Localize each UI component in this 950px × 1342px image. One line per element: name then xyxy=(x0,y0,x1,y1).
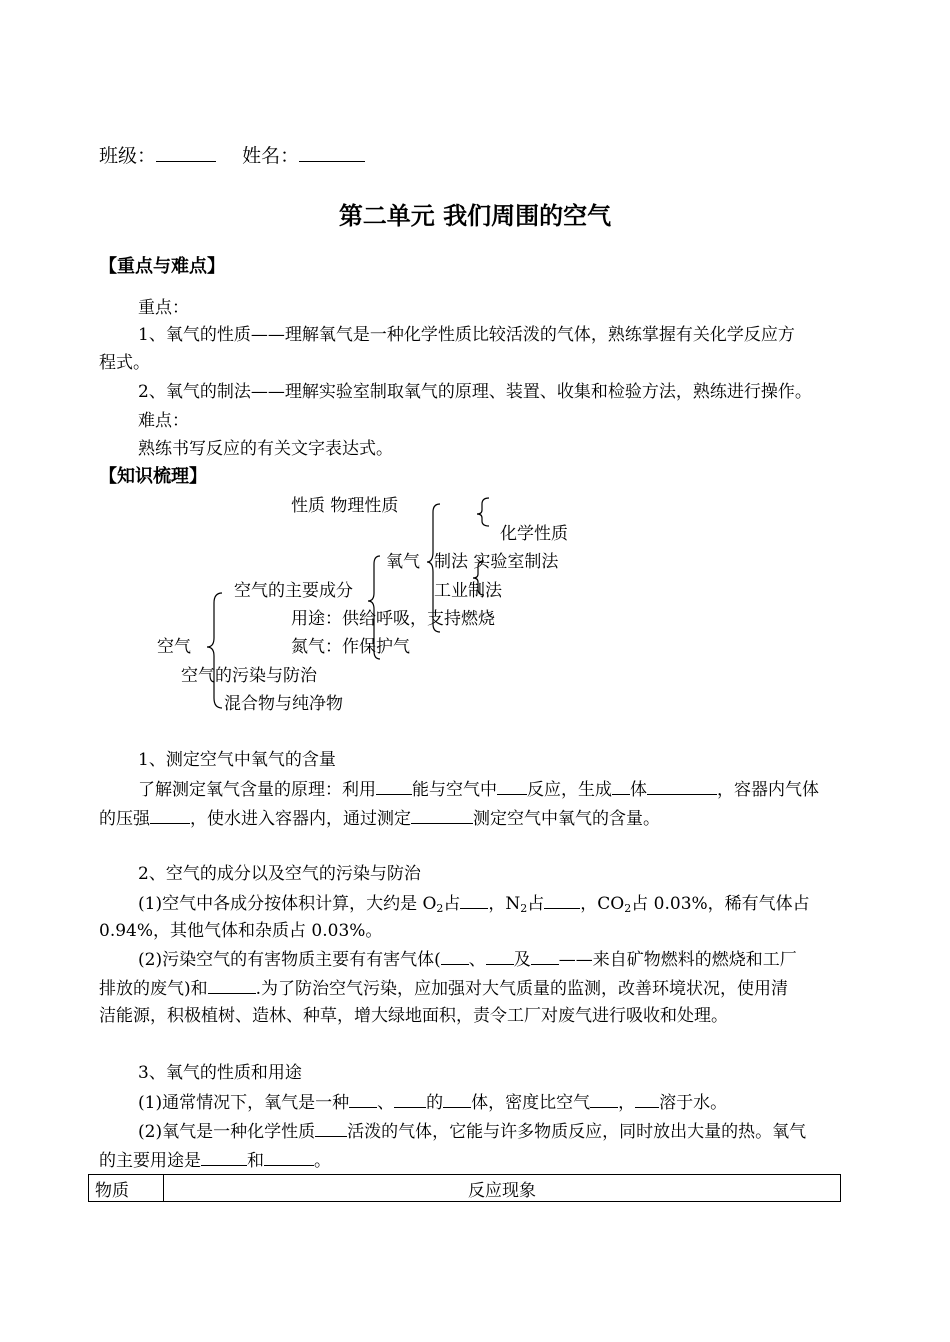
s1-blank-2[interactable] xyxy=(497,779,527,795)
tree-nitrogen: 氮气：作保护气 xyxy=(291,637,410,657)
s1-text-1: 了解测定氧气含量的原理：利用 xyxy=(138,780,376,800)
table-header-substance: 物质 xyxy=(89,1175,164,1202)
s1-blank-1[interactable] xyxy=(376,779,412,795)
s3-heading: 3、氧气的性质和用途 xyxy=(138,1063,302,1083)
s2-blank-gas-3[interactable] xyxy=(531,949,559,965)
tree-property: 性质 物理性质 xyxy=(291,496,399,516)
tree-industrial: 工业制法 xyxy=(434,581,502,601)
s1-heading: 1、测定空气中氧气的含量 xyxy=(138,750,336,770)
brace-air xyxy=(207,593,222,708)
s1-blank-5[interactable] xyxy=(150,808,190,824)
s1-text-3: 反应，生成 xyxy=(527,780,612,800)
s3-para-2-line-1 xyxy=(99,1121,908,1142)
s3-blank-state[interactable] xyxy=(443,1092,471,1108)
tree-preparation: 制法 实验室制法 xyxy=(434,552,559,572)
s3-text-b1: (2)氧气是一种化学性质 xyxy=(138,1122,316,1142)
s3-blank-odor[interactable] xyxy=(394,1092,426,1108)
s3-blank-density[interactable] xyxy=(590,1092,618,1108)
brace-oxygen xyxy=(427,504,440,632)
s2-para-2-line-1 xyxy=(99,949,908,970)
s3-text-a2: 、 xyxy=(377,1093,395,1113)
s3-para-1 xyxy=(99,1092,908,1113)
tree-pollution: 空气的污染与防治 xyxy=(181,666,317,686)
class-label: 班级： xyxy=(99,145,157,167)
s2-text-b6: .为了防治空气污染，应加强对大气质量的监测，改善环境状况，使用清 xyxy=(255,979,789,999)
keypoint-1-line-1: 1、氧气的性质——理解氧气是一种化学性质比较活泼的气体，熟练掌握有关化学反应方 xyxy=(138,325,795,345)
s2-para-1-line-2: 0.94%，其他气体和杂质占 0.03%。 xyxy=(99,921,383,941)
keypoint-2: 2、氧气的制法——理解实验室制取氧气的原理、装置、收集和检验方法，熟练进行操作。 xyxy=(138,382,812,402)
brace-preparation xyxy=(473,561,484,595)
difficulty-text: 熟练书写反应的有关文字表达式。 xyxy=(138,439,393,459)
name-label: 姓名： xyxy=(242,145,300,167)
s3-blank-use-2[interactable] xyxy=(264,1150,314,1166)
s3-text-a3: 的 xyxy=(426,1093,444,1113)
s2-blank-particles[interactable] xyxy=(208,978,256,994)
s2-text-b4: ——来自矿物燃料的燃烧和工厂 xyxy=(558,950,797,970)
s1-para-line-1 xyxy=(99,779,908,800)
tree-use: 用途：供给呼吸，支持燃烧 xyxy=(291,609,495,629)
tree-chemical: 化学性质 xyxy=(500,524,568,544)
table-header-row xyxy=(89,1175,841,1202)
s2-para-1-line-1 xyxy=(99,893,908,914)
s3-text-a5: ， xyxy=(618,1093,636,1113)
s3-blank-activity[interactable] xyxy=(315,1121,347,1137)
s1-para-line-2 xyxy=(99,808,869,829)
s2-blank-gas-2[interactable] xyxy=(486,949,514,965)
s2-text-b2: 、 xyxy=(468,950,486,970)
keypoints-heading: 【重点与难点】 xyxy=(99,256,225,277)
s2-text-a6: 占 0.03%，稀有气体占 xyxy=(631,894,810,914)
tree-air: 空气 xyxy=(157,637,191,657)
table-header-phenomenon: 反应现象 xyxy=(164,1175,841,1202)
s3-text-a1: (1)通常情况下，氧气是一种 xyxy=(138,1093,350,1113)
s2-para-2-line-2 xyxy=(99,978,869,999)
reaction-table xyxy=(88,1174,841,1202)
s2-para-2-line-3: 洁能源，积极植树、造林、种草，增大绿地面积，责令工厂对废气进行吸收和处理。 xyxy=(99,1006,728,1026)
s1-text-2: 能与空气中 xyxy=(412,780,497,800)
s1-blank-6[interactable] xyxy=(411,808,473,824)
s2-text-b1: (2)污染空气的有害物质主要有有害气体( xyxy=(138,950,441,970)
s3-text-a6: 溶于水。 xyxy=(659,1093,728,1113)
s2-text-a2: 占 xyxy=(443,894,461,914)
s1-text-7: ，使水进入容器内，通过测定 xyxy=(190,809,411,829)
s1-text-5: ，容器内气体 xyxy=(717,780,819,800)
s3-text-b3: 的主要用途是 xyxy=(99,1151,201,1171)
s3-text-b4: 和 xyxy=(247,1151,264,1171)
s2-sub-n2: 2 xyxy=(520,902,528,915)
s1-text-4: 体 xyxy=(630,780,647,800)
brace-main-components xyxy=(368,556,380,659)
s2-heading: 2、空气的成分以及空气的污染与防治 xyxy=(138,864,421,884)
s2-blank-o2[interactable] xyxy=(460,893,488,909)
s3-blank-solubility[interactable] xyxy=(635,1092,659,1108)
s2-text-a3: ，N xyxy=(488,894,521,914)
s2-sub-o2: 2 xyxy=(436,902,444,915)
s3-text-b5: 。 xyxy=(314,1151,331,1171)
s1-blank-4[interactable] xyxy=(647,779,717,795)
s2-text-a5: ，CO xyxy=(580,894,625,914)
s2-text-b3: 及 xyxy=(513,950,531,970)
s1-text-8: 测定空气中氧气的含量。 xyxy=(473,809,660,829)
s3-blank-color[interactable] xyxy=(349,1092,377,1108)
s3-text-a4: 体，密度比空气 xyxy=(471,1093,591,1113)
s3-blank-use-1[interactable] xyxy=(201,1150,247,1166)
tree-oxygen: 氧气 xyxy=(386,552,420,572)
tree-main-components: 空气的主要成分 xyxy=(234,581,353,601)
s2-text-a4: 占 xyxy=(527,894,545,914)
brace-properties xyxy=(477,498,489,526)
s2-text-b5: 排放的废气)和 xyxy=(99,979,208,999)
s1-blank-3[interactable] xyxy=(612,779,630,795)
s3-para-2-line-2 xyxy=(99,1150,869,1171)
tree-mixture: 混合物与纯净物 xyxy=(224,694,343,714)
s1-text-6: 的压强 xyxy=(99,809,150,829)
s2-text-a1: (1)空气中各成分按体积计算，大约是 O xyxy=(138,894,437,914)
page-title: 第二单元 我们周围的空气 xyxy=(338,201,612,230)
nandian-label: 难点： xyxy=(138,411,189,431)
s2-blank-gas-1[interactable] xyxy=(441,949,469,965)
s2-sub-co2: 2 xyxy=(624,902,632,915)
zhongdian-label: 重点： xyxy=(138,298,189,318)
s3-text-b2: 活泼的气体，它能与许多物质反应，同时放出大量的热。氧气 xyxy=(347,1122,807,1142)
keypoint-1-line-2: 程式。 xyxy=(99,353,150,373)
s2-blank-n2[interactable] xyxy=(544,893,580,909)
knowledge-heading: 【知识梳理】 xyxy=(99,466,207,487)
